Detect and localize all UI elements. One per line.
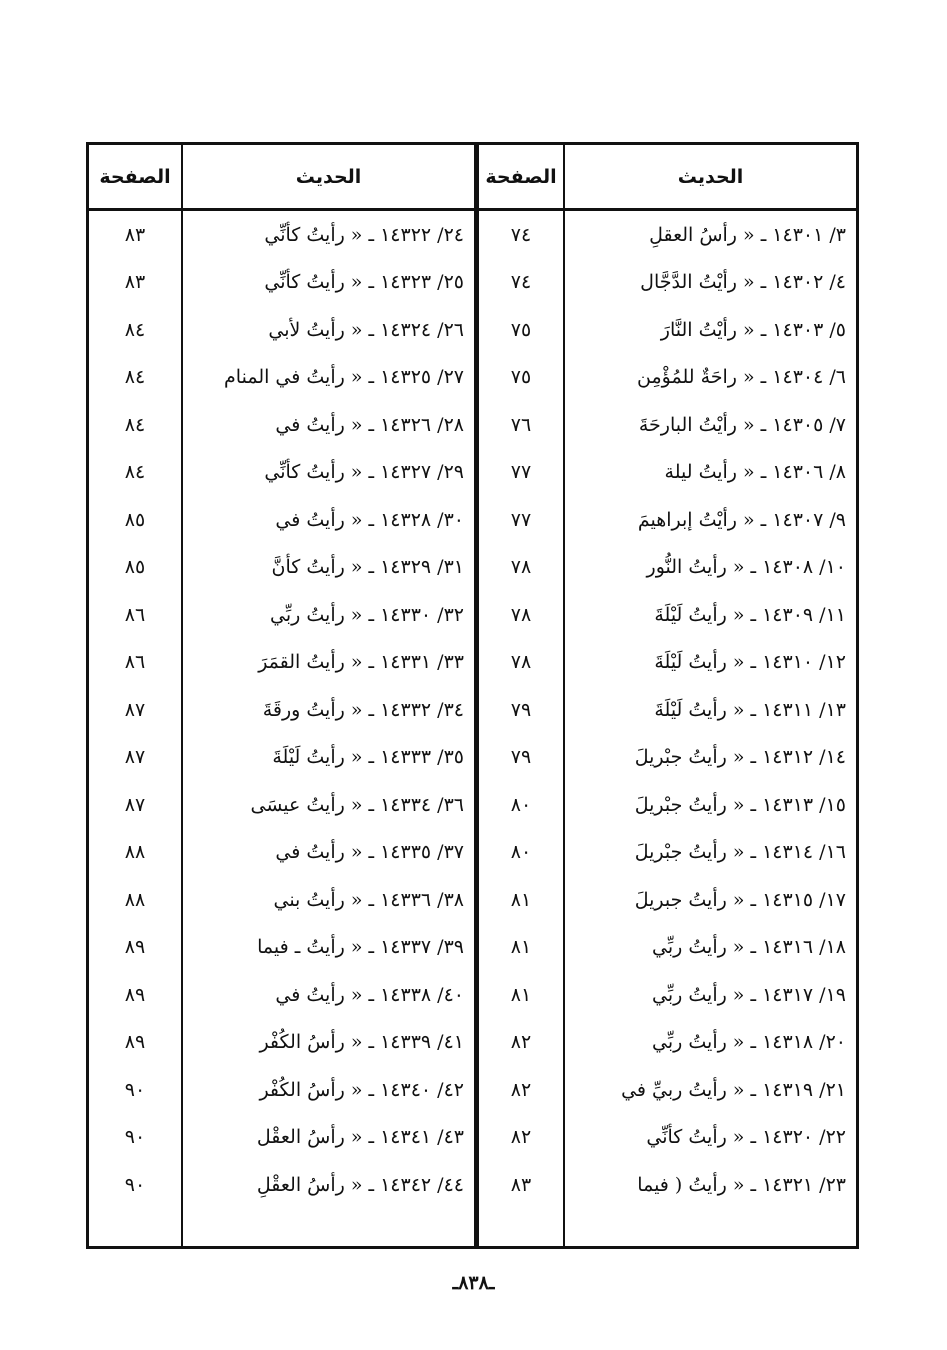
hadith-cell: ٣٢/ ١٤٣٣٠ ـ « رأيتُ ربِّي xyxy=(270,603,464,626)
page-cell: ٨٨ xyxy=(124,841,146,864)
hadith-cell: ٣٤/ ١٤٣٣٢ ـ « رأيتُ ورقَةَ xyxy=(262,698,464,721)
page-cell: ٧٧ xyxy=(510,508,532,531)
page-cell: ٧٨ xyxy=(510,556,532,579)
page-cell: ٨٤ xyxy=(124,318,146,341)
hadith-cell: ١٧/ ١٤٣١٥ ـ « رأيتُ جبريلَ xyxy=(634,888,846,911)
page-cell: ٨٢ xyxy=(510,1031,532,1054)
hadith-cell: ١٥/ ١٤٣١٣ ـ « رأيتُ جبْريلَ xyxy=(634,793,846,816)
hadith-cell: ٤٣/ ١٤٣٤١ ـ « رأسُ العقْل xyxy=(256,1126,464,1149)
page-cell: ٨١ xyxy=(510,888,532,911)
hadith-cell: ٣/ ١٤٣٠١ ـ « رأسُ العقلِ xyxy=(649,223,846,246)
index-table xyxy=(86,142,859,1249)
page-cell: ٧٩ xyxy=(510,698,532,721)
page-cell: ٧٨ xyxy=(510,603,532,626)
hadith-cell: ٢١/ ١٤٣١٩ ـ « رأيتُ ربيِّ في xyxy=(621,1078,846,1101)
page-cell: ٨٢ xyxy=(510,1126,532,1149)
hadith-cell: ٣٠/ ١٤٣٢٨ ـ « رأيتُ في xyxy=(275,508,464,531)
page-cell: ٨٣ xyxy=(124,223,146,246)
hadith-cell: ٨/ ١٤٣٠٦ ـ « رأيتُ ليلة xyxy=(664,461,846,484)
hadith-cell: ٧/ ١٤٣٠٥ ـ « رأيْتُ البارحَةَ xyxy=(638,413,846,436)
hadith-cell: ٤٠/ ١٤٣٣٨ ـ « رأيتُ في xyxy=(275,983,464,1006)
page-cell: ٩٠ xyxy=(124,1126,146,1149)
hadith-cell: ١١/ ١٤٣٠٩ ـ « رأيتُ لَيْلَةَ xyxy=(654,603,846,626)
page-cell: ٨٣ xyxy=(124,271,146,294)
header-page-left: الصفحة xyxy=(99,165,171,188)
hadith-cell: ٢٥/ ١٤٣٢٣ ـ « رأيتُ كأنِّي xyxy=(264,271,464,294)
hadith-cell: ١٨/ ١٤٣١٦ ـ « رأيتُ ربِّي xyxy=(652,936,846,959)
page-cell: ٨٤ xyxy=(124,461,146,484)
table-row xyxy=(89,306,856,354)
table-row xyxy=(89,734,856,782)
page-cell: ٨٩ xyxy=(124,936,146,959)
table-row xyxy=(89,1114,856,1162)
page-cell: ٨٧ xyxy=(124,793,146,816)
page-cell: ٨٧ xyxy=(124,746,146,769)
page-cell: ٨٣ xyxy=(510,1173,532,1196)
table-row xyxy=(89,259,856,307)
page-cell: ٨٠ xyxy=(510,793,532,816)
page-cell: ٨١ xyxy=(510,936,532,959)
hadith-cell: ٢٧/ ١٤٣٢٥ ـ « رأيتُ في المنام xyxy=(224,366,464,389)
table-row xyxy=(89,401,856,449)
page-cell: ٨١ xyxy=(510,983,532,1006)
page-cell: ٨٩ xyxy=(124,983,146,1006)
page-cell: ٨٦ xyxy=(124,603,146,626)
hadith-cell: ٣٣/ ١٤٣٣١ ـ « رأيتُ القمَرَ xyxy=(258,651,464,674)
header-hadith-right: الحديث xyxy=(677,165,744,188)
table-row xyxy=(89,1019,856,1067)
hadith-cell: ٥/ ١٤٣٠٣ ـ « رأيْتُ النَّارَ xyxy=(660,318,846,341)
table-row xyxy=(89,876,856,924)
hadith-cell: ٢٠/ ١٤٣١٨ ـ « رأيتُ ربِّي xyxy=(652,1031,846,1054)
hadith-cell: ٣١/ ١٤٣٢٩ ـ « رأيتُ كأنَّ xyxy=(271,556,464,579)
hadith-cell: ٣٦/ ١٤٣٣٤ ـ « رأيتُ عيسَى xyxy=(250,793,464,816)
hadith-cell: ٣٨/ ١٤٣٣٦ ـ « رأيتُ بني xyxy=(273,888,464,911)
page-cell: ٩٠ xyxy=(124,1078,146,1101)
hadith-cell: ٢٦/ ١٤٣٢٤ ـ « رأيتُ لأبي xyxy=(268,318,464,341)
hadith-cell: ٤٢/ ١٤٣٤٠ ـ « رأسُ الكُفْر xyxy=(259,1078,464,1101)
table-row xyxy=(89,639,856,687)
header-hadith-left: الحديث xyxy=(295,165,362,188)
page-cell: ٧٤ xyxy=(510,223,532,246)
header-page-right: الصفحة xyxy=(485,165,557,188)
hadith-cell: ١٤/ ١٤٣١٢ ـ « رأيتُ جبْريلَ xyxy=(634,746,846,769)
table-row xyxy=(89,496,856,544)
table-row xyxy=(89,829,856,877)
table-row xyxy=(89,781,856,829)
hadith-cell: ٦/ ١٤٣٠٤ ـ « راحَةٌ للمُؤْمِن xyxy=(637,366,846,389)
page-cell: ٨٩ xyxy=(124,1031,146,1054)
table-row xyxy=(89,354,856,402)
page-cell: ٧٤ xyxy=(510,271,532,294)
table-row xyxy=(89,591,856,639)
hadith-cell: ٢٨/ ١٤٣٢٦ ـ « رأيتُ في xyxy=(275,413,464,436)
hadith-cell: ٣٩/ ١٤٣٣٧ ـ « رأيتُ ـ فيما xyxy=(257,936,464,959)
page-cell: ٧٧ xyxy=(510,461,532,484)
hadith-cell: ٩/ ١٤٣٠٧ ـ « رأيْتُ إبراهيمَ xyxy=(637,508,846,531)
page-cell: ٨٨ xyxy=(124,888,146,911)
page-cell: ٨٥ xyxy=(124,508,146,531)
page-cell: ٨٦ xyxy=(124,651,146,674)
table-row xyxy=(89,1161,856,1209)
page-cell: ٨٤ xyxy=(124,413,146,436)
hadith-cell: ١٩/ ١٤٣١٧ ـ « رأيتُ ربِّي xyxy=(652,983,846,1006)
table-row xyxy=(89,211,856,259)
page-cell: ٧٦ xyxy=(510,413,532,436)
page-cell: ٧٥ xyxy=(510,318,532,341)
hadith-cell: ٣٧/ ١٤٣٣٥ ـ « رأيتُ في xyxy=(275,841,464,864)
table-row xyxy=(89,971,856,1019)
hadith-cell: ١٦/ ١٤٣١٤ ـ « رأيتُ جبْريلَ xyxy=(634,841,846,864)
table-row xyxy=(89,924,856,972)
page-number: ـ٨٣٨ـ xyxy=(452,1272,495,1294)
hadith-cell: ٢٣/ ١٤٣٢١ ـ « رأيتُ ( فيما xyxy=(637,1173,846,1196)
hadith-cell: ١٣/ ١٤٣١١ ـ « رأيتُ لَيْلَةَ xyxy=(654,698,846,721)
hadith-cell: ٤١/ ١٤٣٣٩ ـ « رأسُ الكُفْر xyxy=(259,1031,464,1054)
page-cell: ٨٧ xyxy=(124,698,146,721)
page-cell: ٨٤ xyxy=(124,366,146,389)
hadith-cell: ١٠/ ١٤٣٠٨ ـ « رأيتُ النُّور xyxy=(646,556,846,579)
table-row xyxy=(89,544,856,592)
page-cell: ٧٩ xyxy=(510,746,532,769)
page-cell: ٧٨ xyxy=(510,651,532,674)
table-row xyxy=(89,686,856,734)
page-cell: ٨٥ xyxy=(124,556,146,579)
hadith-cell: ٢٩/ ١٤٣٢٧ ـ « رأيتُ كأنِّي xyxy=(264,461,464,484)
page-cell: ٨٢ xyxy=(510,1078,532,1101)
page-cell: ٨٠ xyxy=(510,841,532,864)
hadith-cell: ٣٥/ ١٤٣٣٣ ـ « رأيتُ لَيْلَةَ xyxy=(272,746,464,769)
page-cell: ٩٠ xyxy=(124,1173,146,1196)
page-cell: ٧٥ xyxy=(510,366,532,389)
hadith-cell: ٢٤/ ١٤٣٢٢ ـ « رأيتُ كأنِّي xyxy=(264,223,464,246)
hadith-cell: ٤٤/ ١٤٣٤٢ ـ « رأسُ العقْلِ xyxy=(256,1173,464,1196)
hadith-cell: ٤/ ١٤٣٠٢ ـ « رأيْتُ الدَّجَّال xyxy=(640,271,846,294)
hadith-cell: ١٢/ ١٤٣١٠ ـ « رأيتُ لَيْلَةَ xyxy=(654,651,846,674)
hadith-cell: ٢٢/ ١٤٣٢٠ ـ « رأيتُ كأنِّي xyxy=(646,1126,846,1149)
table-row xyxy=(89,1066,856,1114)
table-row xyxy=(89,449,856,497)
